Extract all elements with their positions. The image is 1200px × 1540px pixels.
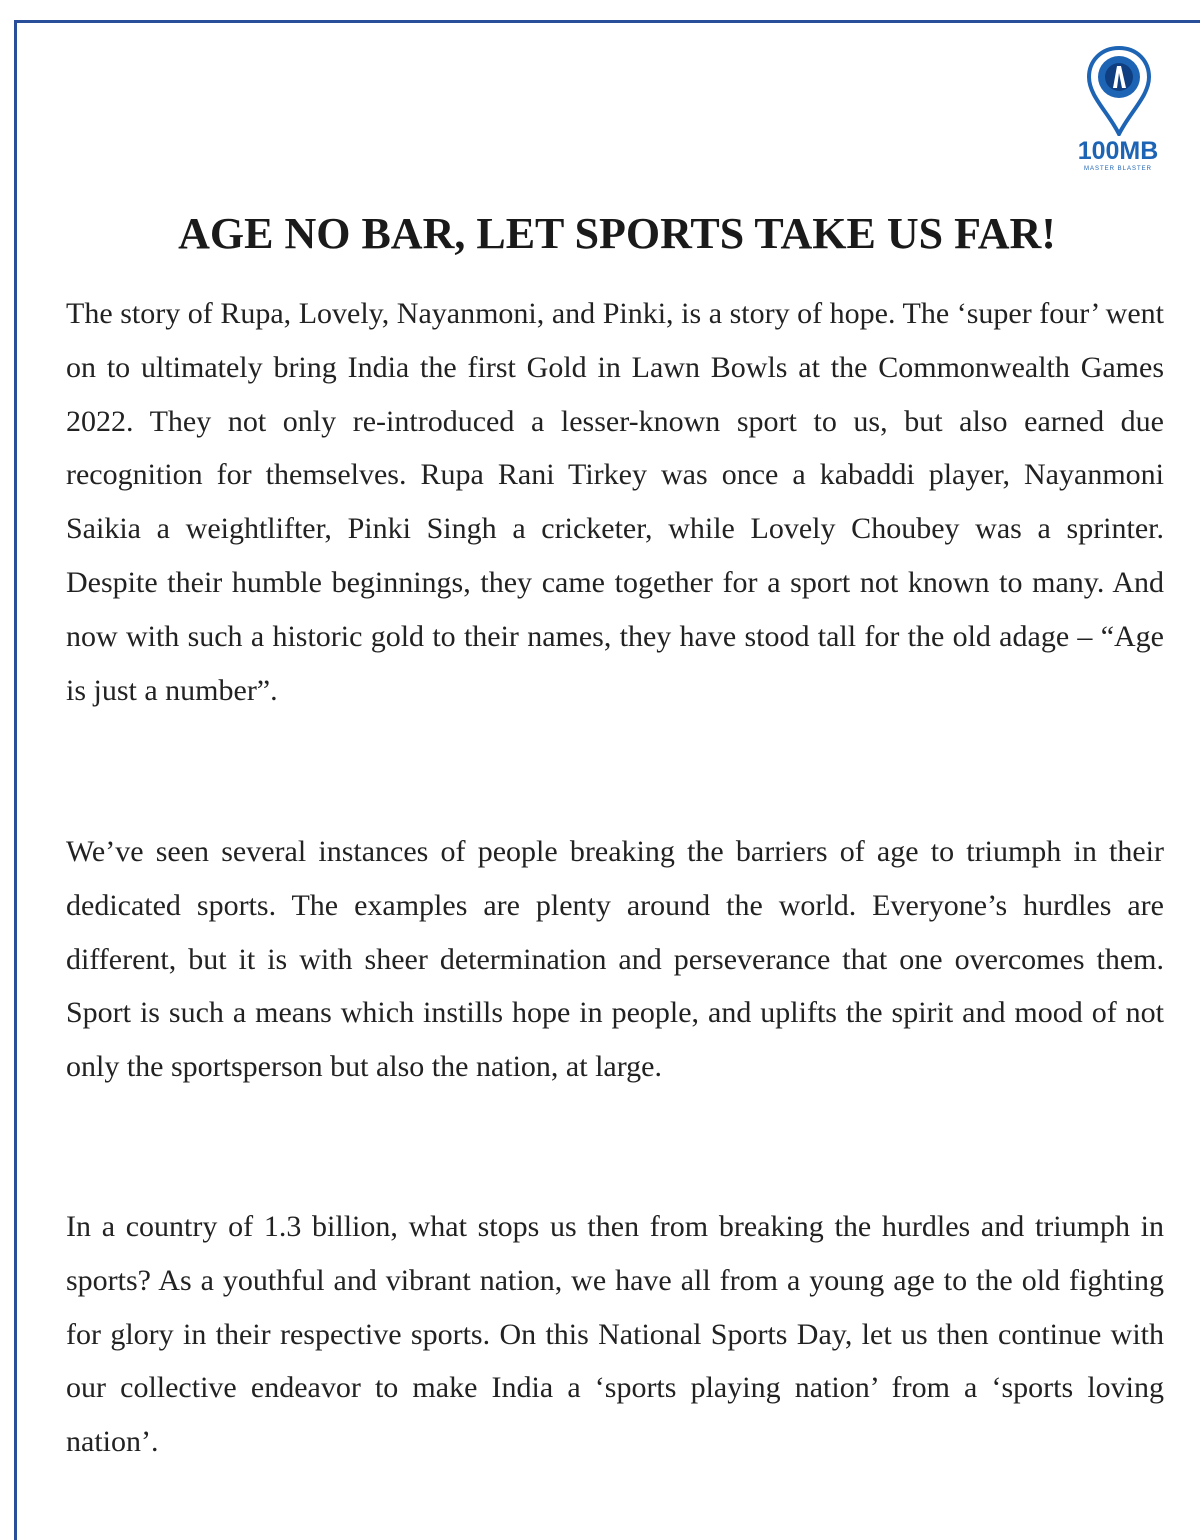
logo-tagline: MASTER BLASTER (1083, 166, 1152, 172)
article-paragraph-2: We’ve seen several instances of people breaking the barriers of age to triumph in their dedicated sports. The examples are plenty around the world. Everyone’s hurdles are different, but it is with sheer determination and perseverance that one overcomes them. Sport is such a means which instills hope in people, and uplifts the spirit and mood of not only the sportsperson but also the nation, at large. (66, 835, 1164, 1084)
article-paragraph-3: In a country of 1.3 billion, what stops us then from breaking the hurdles and triumph in sports? As a youthful and vibrant nation, we have all from a young age to the old fighting for glory in their respective sports. On this National Sports Day, let us then continue with our collective endeavor to make India a ‘sports playing nation’ from a ‘sports loving nation’. (66, 1210, 1164, 1459)
article-paragraph-1: The story of Rupa, Lovely, Nayanmoni, and Pinki, is a story of hope. The ‘super four’ went on to ultimately bring India the first Gold in Lawn Bowls at the Commonwealth Games 2022. They not only re-introduced a lesser-known sport to us, but also earned due recognition for themselves. Rupa Rani Tirkey was once a kabaddi player, Nayanmoni Saikia a weightlifter, Pinki Singh a cricketer, while Lovely Choubey was a sprinter. Despite their humble beginnings, they came together for a sport not known to many. And now with such a historic gold to their names, they have stood tall for the old adage – “Age is just a number”. (66, 297, 1164, 707)
brand-logo (1058, 46, 1178, 176)
logo-wordmark: 100MB (1077, 137, 1159, 165)
article-title: AGE NO BAR, LET SPORTS TAKE US FAR! (178, 209, 1056, 258)
location-pin-icon (1086, 46, 1152, 136)
